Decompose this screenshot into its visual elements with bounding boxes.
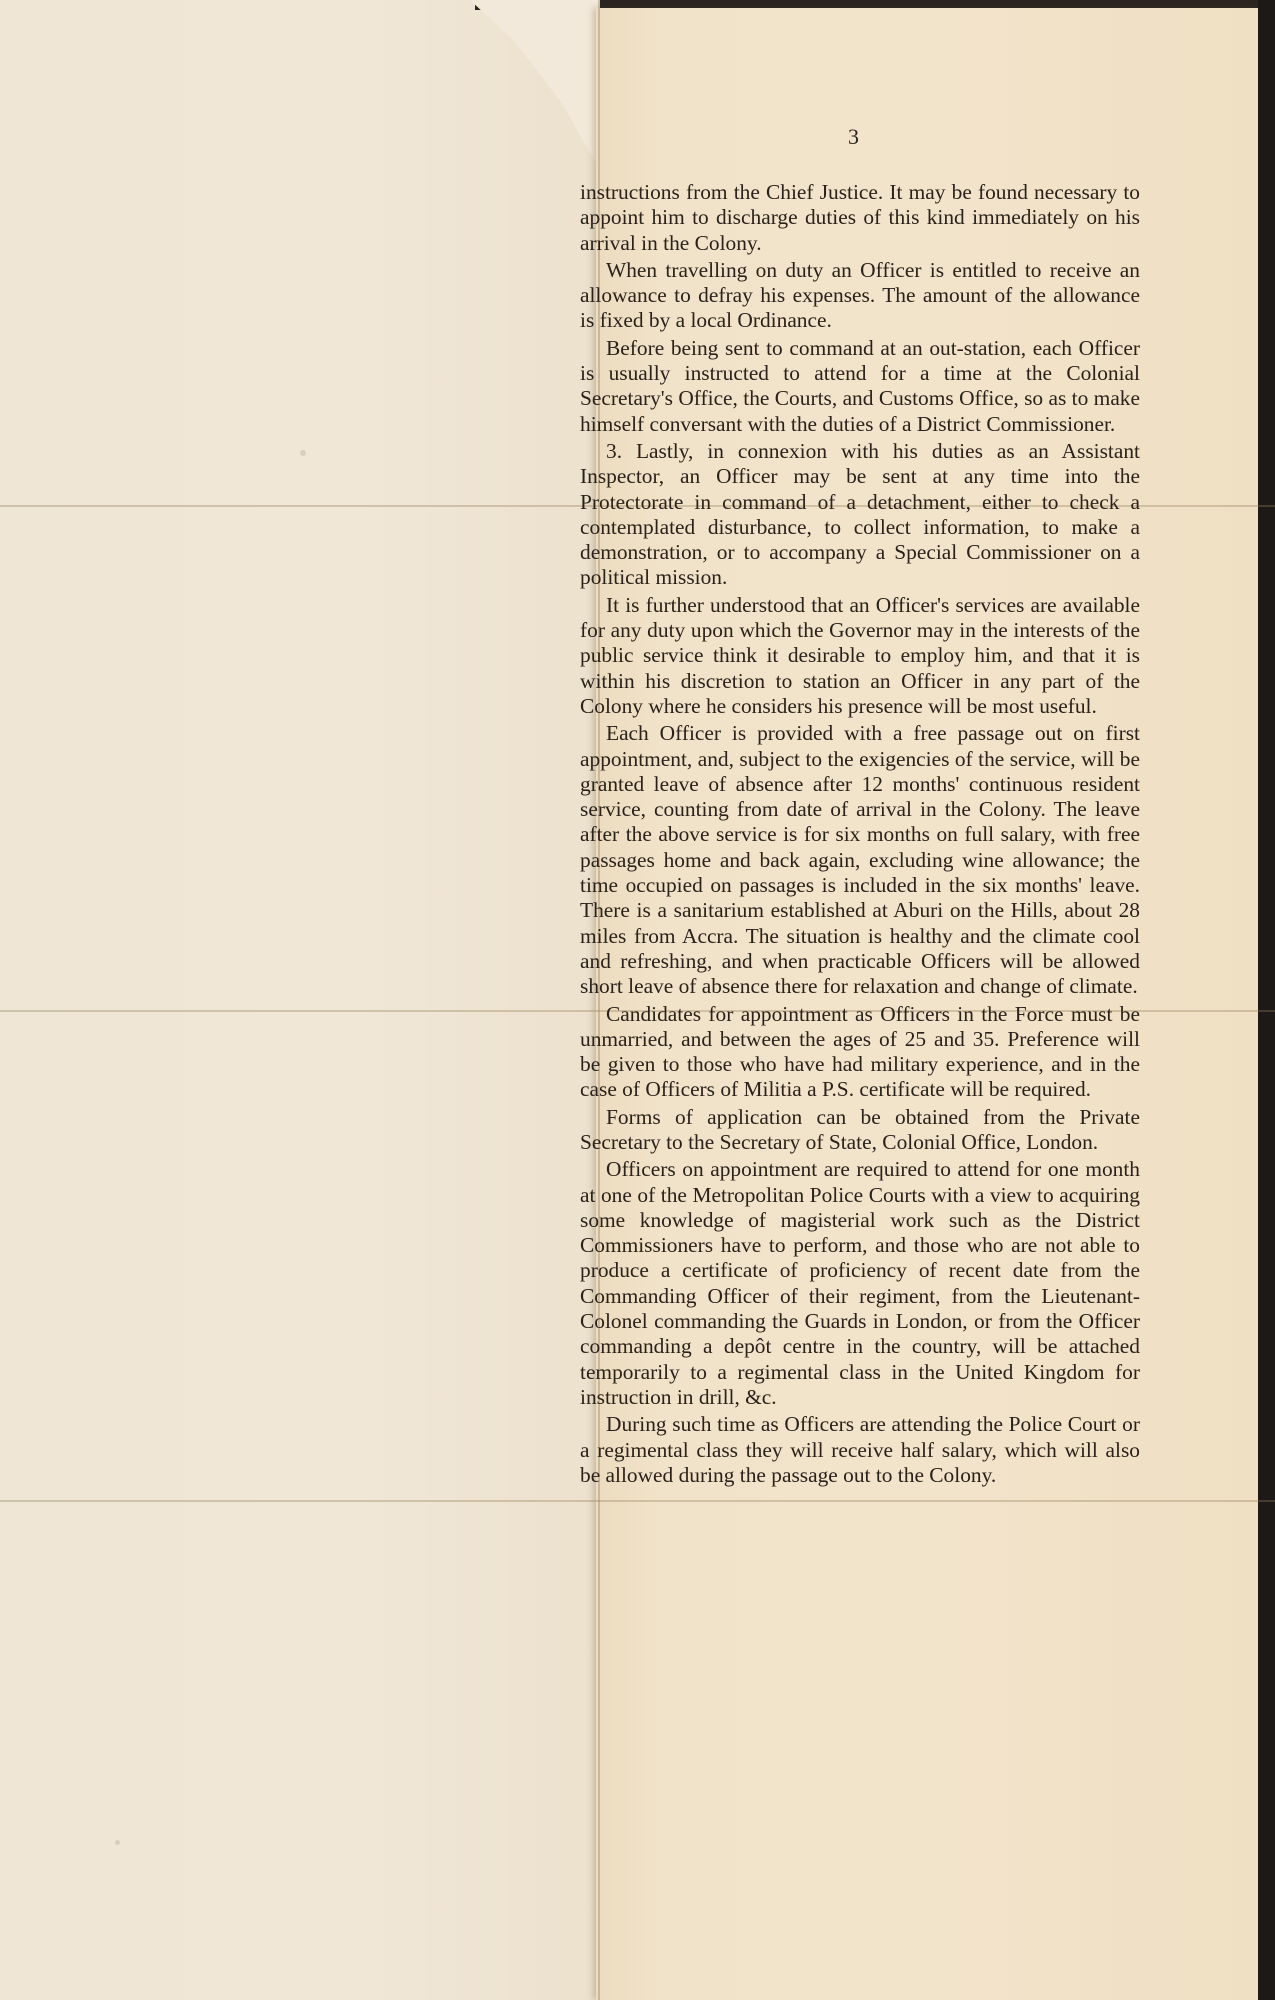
paragraph: instructions from the Chief Justice. It may be found necessary to appoint him to discharge duties of this kind immediately on his arrival in the Colony. xyxy=(580,180,1140,255)
blank-left-leaf xyxy=(0,0,600,2000)
page-number: 3 xyxy=(848,124,859,149)
paragraph: 3. Lastly, in connexion with his duties as an Assistant Inspector, an Officer may be sent at any time into the Protectorate in command of a detachment, either to check a contemplated disturbance, to collect information, to make a demonstration, or to accompany a Special Commissioner on a political mission. xyxy=(580,438,1140,590)
paragraph: It is further understood that an Officer's services are available for any duty upon which the Governor may in the interests of the public service think it desirable to employ him, and that it is within his discretion to station an Officer in any part of the Colony where he considers his presence will be most useful. xyxy=(580,592,1140,718)
body-text xyxy=(580,180,1140,1490)
fold-crease xyxy=(0,1500,1275,1502)
paragraph: During such time as Officers are attending the Police Court or a regimental class they will receive half salary, which will also be allowed during the passage out to the Colony. xyxy=(580,1412,1140,1487)
paragraph: Officers on appointment are required to attend for one month at one of the Metropolitan Police Courts with a view to acquiring some knowledge of magisterial work such as the District Commissioners have to perform, and those who are not able to produce a certificate of proficiency of recent date from the Commanding Officer of their regiment, from the Lieutenant-Colonel commanding the Guards in London, or from the Officer commanding a depôt centre in the country, will be attached temporarily to a regimental class in the United Kingdom for instruction in drill, &c. xyxy=(580,1157,1140,1409)
stain-spot xyxy=(115,1840,120,1845)
paragraph: Candidates for appointment as Officers in the Force must be unmarried, and between the ages of 25 and 35. Preference will be given to those who have had military experience, and in the case of Officers of Militia a P.S. certificate will be required. xyxy=(580,1001,1140,1102)
right-dark-edge xyxy=(1258,0,1275,2000)
stain-spot xyxy=(300,450,306,456)
paragraph: When travelling on duty an Officer is entitled to receive an allowance to defray his expenses. The amount of the allowance is fixed by a local Ordinance. xyxy=(580,257,1140,333)
paragraph: Forms of application can be obtained from the Private Secretary to the Secretary of State, Colonial Office, London. xyxy=(580,1104,1140,1154)
paragraph: Each Officer is provided with a free passage out on first appointment, and, subject to the exigencies of the service, will be granted leave of absence after 12 months' continuous resident service, counting from date of arrival in the Colony. The leave after the above service is for six months on full salary, with free passages home and back again, excluding wine allowance; the time occupied on passages is included in the six months' leave. There is a sanitarium established at Aburi on the Hills, about 28 miles from Accra. The situation is healthy and the climate cool and refreshing, and when practicable Officers will be allowed short leave of absence there for relaxation and change of climate. xyxy=(580,721,1140,999)
paragraph: Before being sent to command at an out-station, each Officer is usually instructed to attend for a time at the Colonial Secretary's Office, the Courts, and Customs Office, so as to make himself conversant with the duties of a District Commissioner. xyxy=(580,335,1140,436)
